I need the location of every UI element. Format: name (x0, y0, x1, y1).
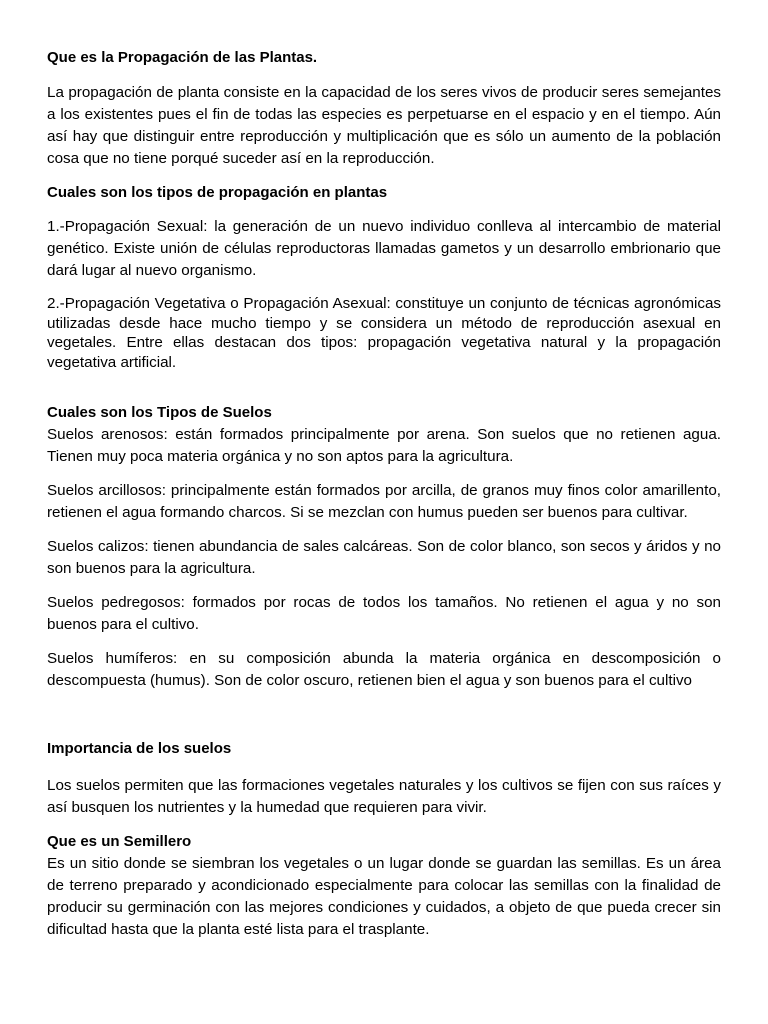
section-heading-tipos-suelos: Cuales son los Tipos de Suelos (47, 404, 272, 421)
paragraph-importancia-suelos: Los suelos permiten que las formaciones vegetales naturales y los cultivos se fijen con sus raíces y así busquen los nutrientes y la humedad que requieren para vivir. (47, 777, 721, 816)
paragraph-suelos-arcillosos: Suelos arcillosos: principalmente están formados por arcilla, de granos muy finos color amarillento, retienen el agua formando charcos. Si se mezclan con humus pueden ser buenos para cultivar. (47, 482, 721, 521)
section-heading-importancia-suelos: Importancia de los suelos (47, 740, 232, 757)
paragraph-propagacion-sexual: 1.-Propagación Sexual: la generación de un nuevo individuo conlleva al intercambio de material genético. Existe unión de células reproductoras llamadas gametos y un desarrollo embrionario que dará lugar al nuevo organismo. (47, 218, 721, 279)
paragraph-suelos-calizos: Suelos calizos: tienen abundancia de sales calcáreas. Son de color blanco, son secos y áridos y no son buenos para la agricultura. (47, 538, 721, 577)
section-heading-propagacion: Que es la Propagación de las Plantas. (47, 49, 318, 66)
paragraph-suelos-humiferos: Suelos humíferos: en su composición abunda la materia orgánica en descomposición o descompuesta (humus). Son de color oscuro, retienen bien el agua y son buenos para el cultivo (47, 650, 721, 689)
paragraph-semillero: Es un sitio donde se siembran los vegetales o un lugar donde se guardan las semillas. Es un área de terreno preparado y acondicionado especialmente para colocar las semillas con la finalidad de producir su germinación con las mejores condiciones y cuidados, a objeto de que pueda crecer sin dificultad hasta que la planta esté lista para el trasplante. (47, 855, 721, 938)
paragraph-propagacion-vegetativa: 2.-Propagación Vegetativa o Propagación Asexual: constituye un conjunto de técnicas agronómicas utilizadas desde hace mucho tiempo y se considera un método de reproducción asexual en vegetales. Entre ellas destacan dos tipos: propagación vegetativa natural y la propagación vegetativa artificial. (47, 295, 721, 371)
section-heading-semillero: Que es un Semillero (47, 833, 192, 850)
paragraph-propagacion: La propagación de planta consiste en la capacidad de los seres vivos de producir seres semejantes a los existentes pues el fin de todas las especies es perpetuarse en el espacio y en el tiempo. Aún así hay que distinguir entre reproducción y multiplicación que es sólo un aumento de la población cosa que no tiene porqué suceder así en la reproducción. (47, 84, 721, 167)
document-page (47, 44, 721, 941)
section-heading-tipos-propagacion: Cuales son los tipos de propagación en plantas (47, 184, 388, 201)
paragraph-suelos-arenosos: Suelos arenosos: están formados principalmente por arena. Son suelos que no retienen agua. Tienen muy poca materia orgánica y no son aptos para la agricultura. (47, 426, 721, 465)
paragraph-suelos-pedregosos: Suelos pedregosos: formados por rocas de todos los tamaños. No retienen el agua y no son buenos para el cultivo. (47, 594, 721, 633)
